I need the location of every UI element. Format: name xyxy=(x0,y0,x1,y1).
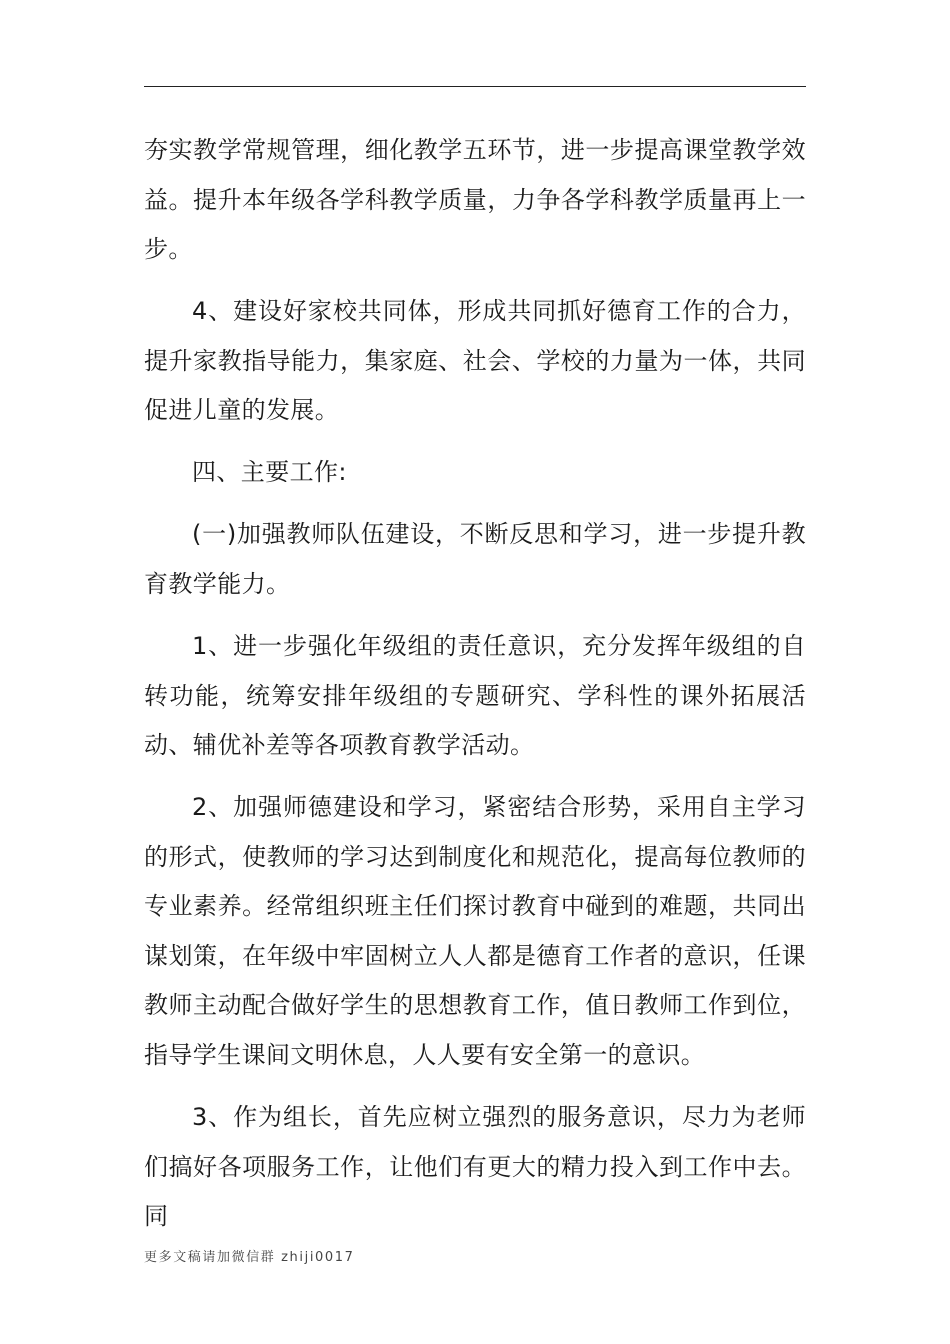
footer-note: 更多文稿请加微信群 zhiji0017 xyxy=(144,1250,355,1265)
subsection-heading: (一)加强教师队伍建设，不断反思和学习，进一步提升教育教学能力。 xyxy=(144,520,806,598)
header-rule xyxy=(144,86,806,87)
section-heading: 四、主要工作: xyxy=(192,458,347,487)
paragraph-2: 4、建设好家校共同体，形成共同抓好德育工作的合力，提升家教指导能力，集家庭、社会、学校的力量为一体，共同促进儿童的发展。 xyxy=(144,297,806,425)
paragraph-item-2: 2、加强师德建设和学习，紧密结合形势，采用自主学习的形式，使教师的学习达到制度化和规范化，提高每位教师的专业素养。经常组织班主任们探讨教育中碰到的难题，共同出谋划策，在年级中牢固树立人人都是德育工作者的意识，任课教师主动配合做好学生的思想教育工作，值日教师工作到位，指导学生课间文明休息，人人要有安全第一的意识。 xyxy=(144,793,806,1070)
document-body xyxy=(144,126,806,1242)
paragraph-item-1: 1、进一步强化年级组的责任意识，充分发挥年级组的自转功能，统筹安排年级组的专题研究、学科性的课外拓展活动、辅优补差等各项教育教学活动。 xyxy=(144,631,806,760)
paragraph-item-3: 3、作为组长，首先应树立强烈的服务意识，尽力为老师们搞好各项服务工作，让他们有更大的精力投入到工作中去。同 xyxy=(144,1103,806,1231)
paragraph-1: 夯实教学常规管理，细化教学五环节，进一步提高课堂教学效益。提升本年级各学科教学质量，力争各学科教学质量再上一步。 xyxy=(144,136,806,264)
